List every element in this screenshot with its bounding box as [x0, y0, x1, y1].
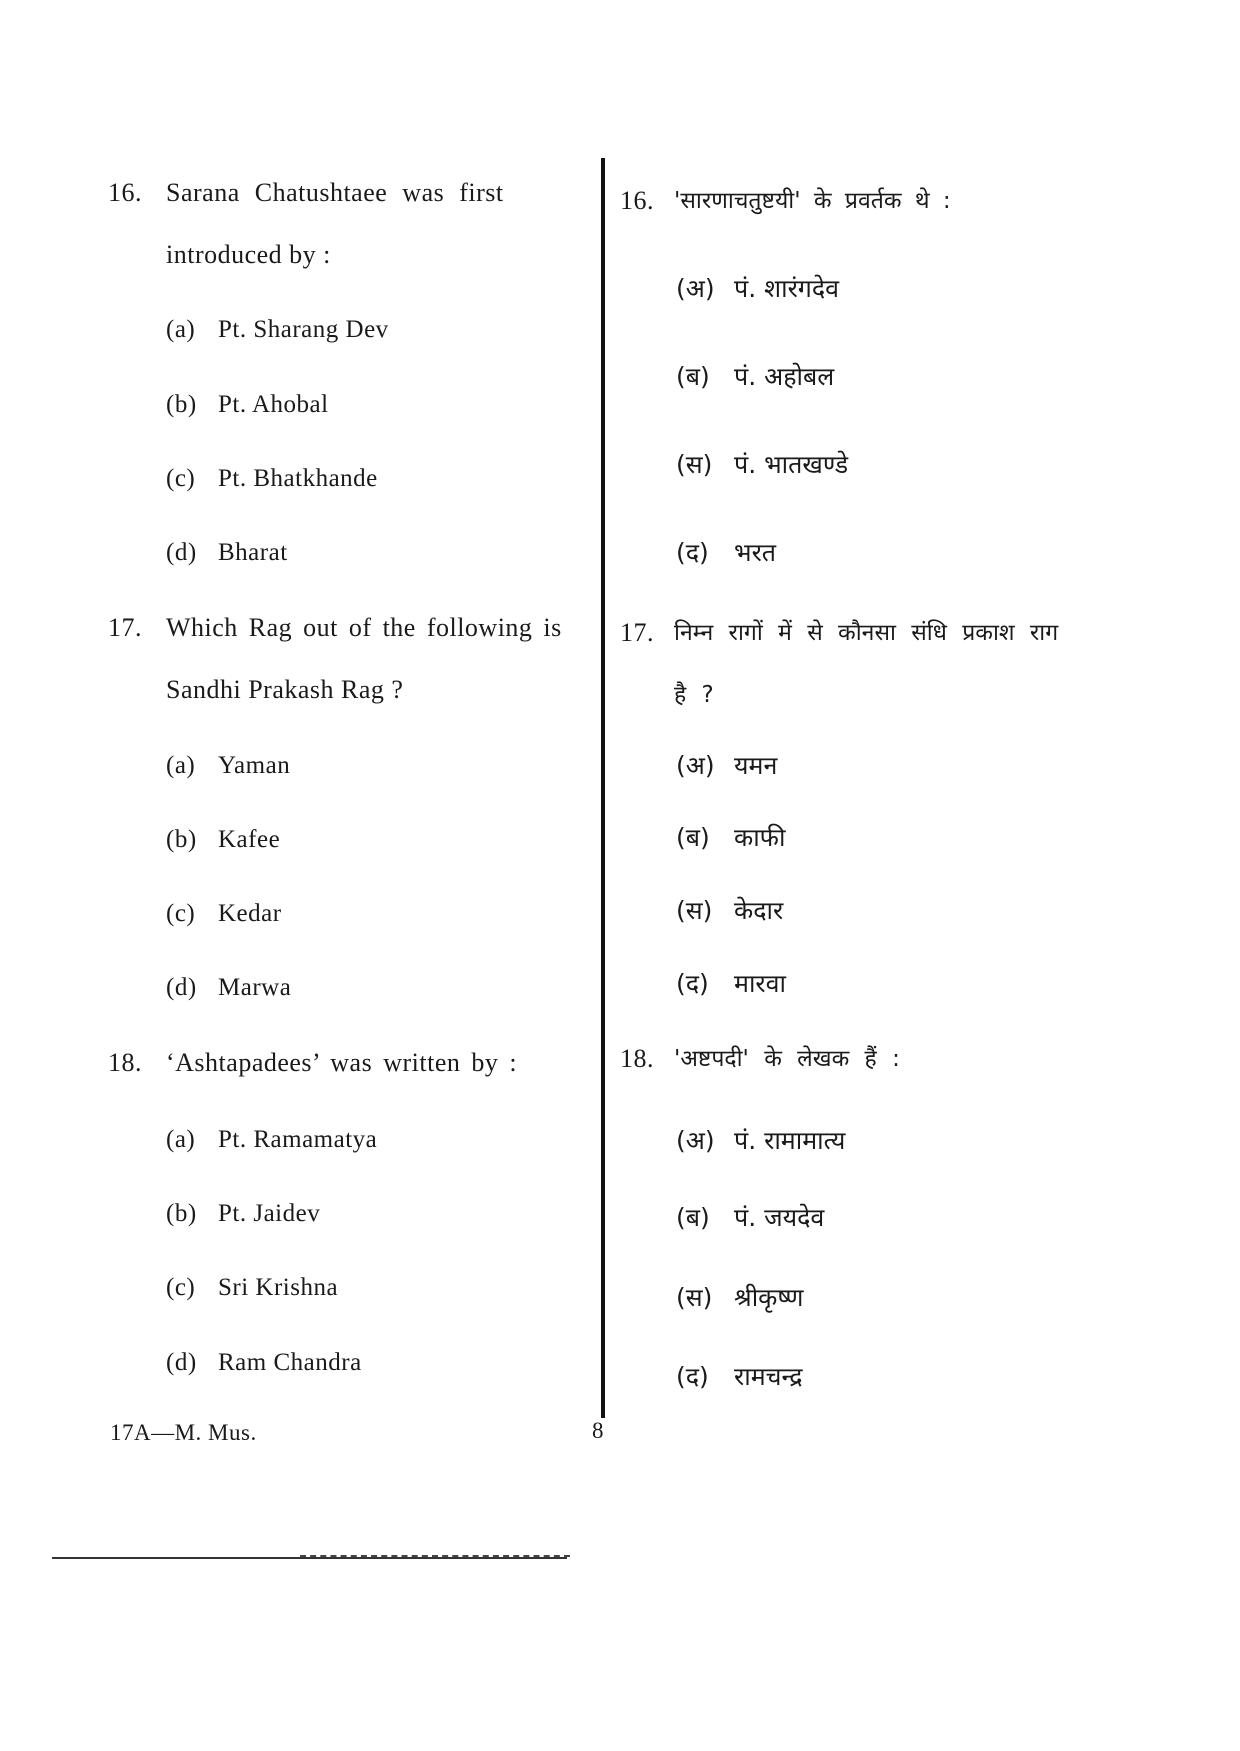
- option-17d-en: [166, 973, 291, 1003]
- option-text: केदार: [734, 896, 784, 925]
- option-text: पं. भातखण्डे: [734, 450, 849, 479]
- option-16c-en: [166, 464, 378, 494]
- option-text: Yaman: [218, 752, 291, 779]
- option-text: Kafee: [218, 826, 281, 853]
- option-16a-en: [166, 315, 389, 345]
- option-label: (a): [166, 316, 196, 343]
- option-16a-hi: [676, 274, 839, 304]
- option-label: (a): [166, 1126, 196, 1153]
- option-text: मारवा: [734, 969, 787, 998]
- option-label: (अ): [676, 1126, 715, 1155]
- option-label: (d): [166, 974, 197, 1001]
- option-text: Pt. Ahobal: [218, 391, 329, 418]
- option-text: पं. अहोबल: [734, 362, 835, 391]
- option-16b-en: [166, 390, 329, 420]
- question-text-line1: ‘Ashtapadees’ was written by :: [166, 1048, 518, 1077]
- question-text-line1: Which Rag out of the following is: [166, 613, 562, 642]
- option-text: भरत: [734, 538, 777, 567]
- question-text-line2: है ?: [674, 682, 714, 708]
- option-17b-en: [166, 825, 280, 855]
- option-17d-hi: [676, 969, 786, 999]
- question-number: 16.: [108, 178, 142, 207]
- option-18a-en: [166, 1125, 377, 1155]
- question-text-line1: निम्न रागों में से कौनसा संधि प्रकाश राग: [674, 620, 1059, 646]
- option-17a-en: [166, 751, 290, 781]
- option-18b-en: [166, 1199, 320, 1229]
- option-18d-hi: [676, 1362, 803, 1392]
- question-text-line1: Sarana Chatushtaee was first: [166, 178, 504, 207]
- option-16c-hi: [676, 450, 848, 480]
- option-16d-hi: [676, 538, 776, 568]
- option-17c-hi: [676, 896, 783, 926]
- option-text: Pt. Sharang Dev: [218, 316, 389, 343]
- option-label: (द): [676, 1362, 709, 1391]
- option-text: Kedar: [218, 900, 282, 927]
- option-label: (स): [676, 450, 713, 479]
- option-label: (c): [166, 465, 196, 492]
- question-number: 18.: [108, 1048, 142, 1077]
- option-text: Ram Chandra: [218, 1349, 362, 1376]
- question-text-line1: 'अष्टपदी' के लेखक हैं :: [674, 1046, 900, 1072]
- option-label: (स): [676, 1283, 713, 1312]
- option-label: (ब): [676, 362, 710, 391]
- bottom-rule: [52, 1557, 567, 1559]
- option-label: (c): [166, 1274, 196, 1301]
- option-text: Marwa: [218, 974, 292, 1001]
- option-label: (b): [166, 391, 197, 418]
- option-label: (ब): [676, 823, 710, 852]
- option-label: (b): [166, 1200, 197, 1227]
- option-text: श्रीकृष्ण: [734, 1283, 804, 1312]
- question-number: 17.: [620, 618, 654, 647]
- option-17a-hi: [676, 751, 777, 781]
- option-text: यमन: [734, 751, 778, 780]
- option-text: Sri Krishna: [218, 1274, 339, 1301]
- option-label: (द): [676, 538, 709, 567]
- exam-code: 17A—M. Mus.: [110, 1420, 257, 1445]
- option-18c-hi: [676, 1283, 804, 1313]
- option-label: (अ): [676, 751, 715, 780]
- option-text: रामचन्द्र: [734, 1362, 803, 1391]
- bottom-rule-dashed: [300, 1555, 570, 1557]
- question-number: 18.: [620, 1044, 654, 1073]
- question-text-line1: 'सारणाचतुष्टयी' के प्रवर्तक थे :: [674, 188, 951, 214]
- option-17c-en: [166, 899, 282, 929]
- option-label: (d): [166, 539, 197, 566]
- option-label: (b): [166, 826, 197, 853]
- page-number: 8: [592, 1418, 604, 1443]
- column-divider: [601, 158, 605, 1418]
- option-text: Pt. Ramamatya: [218, 1126, 378, 1153]
- option-label: (a): [166, 752, 196, 779]
- option-label: (ब): [676, 1203, 710, 1232]
- option-label: (स): [676, 896, 713, 925]
- option-16d-en: [166, 538, 288, 568]
- question-number: 16.: [620, 186, 654, 215]
- option-text: Pt. Jaidev: [218, 1200, 321, 1227]
- option-text: पं. जयदेव: [734, 1203, 825, 1232]
- option-text: पं. रामामात्य: [734, 1126, 846, 1155]
- option-label: (द): [676, 969, 709, 998]
- option-label: (d): [166, 1349, 197, 1376]
- question-number: 17.: [108, 613, 142, 642]
- option-text: Pt. Bhatkhande: [218, 465, 378, 492]
- question-text-line2: Sandhi Prakash Rag ?: [166, 675, 404, 704]
- option-label: (c): [166, 900, 196, 927]
- option-label: (अ): [676, 274, 715, 303]
- option-17b-hi: [676, 823, 785, 853]
- option-18c-en: [166, 1273, 338, 1303]
- option-16b-hi: [676, 362, 834, 392]
- option-text: काफी: [734, 823, 786, 852]
- option-text: Bharat: [218, 539, 288, 566]
- option-18a-hi: [676, 1126, 845, 1156]
- option-18b-hi: [676, 1203, 824, 1233]
- option-18d-en: [166, 1348, 362, 1378]
- question-text-line2: introduced by :: [166, 240, 331, 269]
- option-text: पं. शारंगदेव: [734, 274, 840, 303]
